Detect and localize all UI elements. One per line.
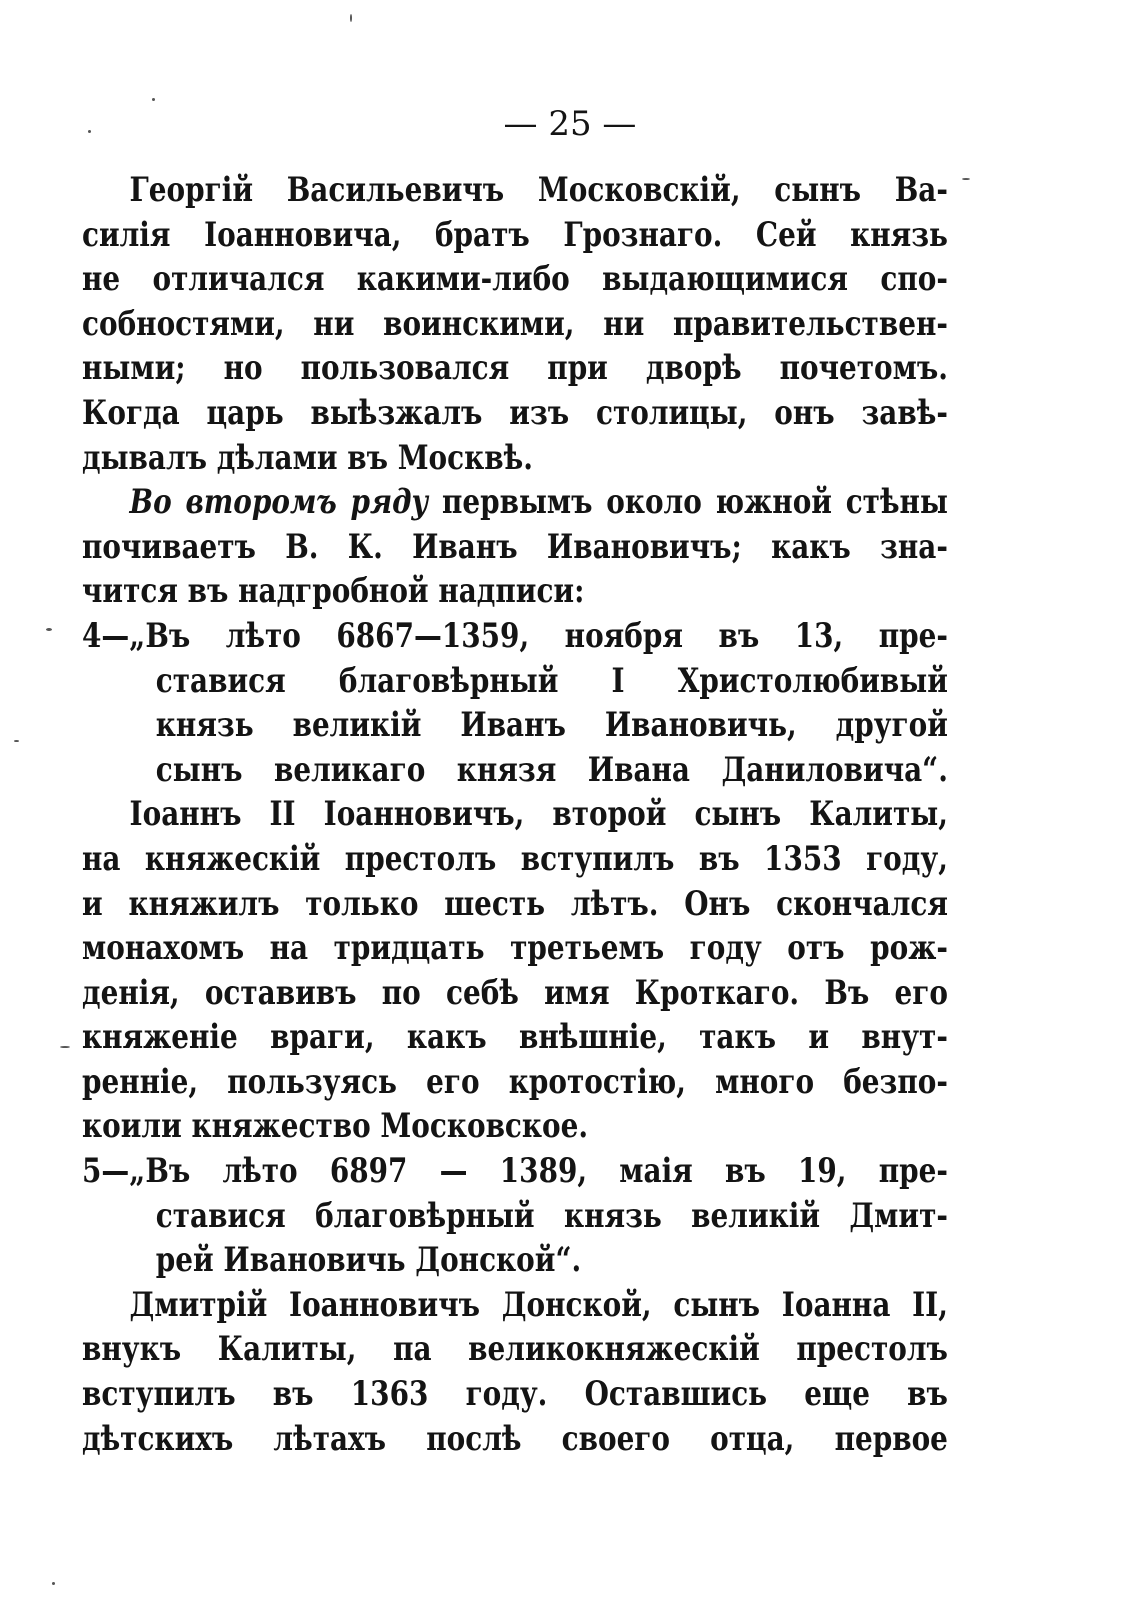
line-text: монахомъ на тридцать третьемъ году отъ рож- [82,928,948,969]
line-text: не отличался какими-либо выдающимися спо- [82,259,948,300]
line-text: внукъ Калиты, па великокняжескій престолъ [82,1329,948,1370]
text-line [82,1372,948,1417]
paper-speck [350,14,352,22]
line-text: 5—„Въ лѣто 6897 — 1389, маія въ 19, пре- [82,1151,948,1192]
text-line [82,1104,948,1149]
text-line [82,480,948,525]
text-line [82,525,948,570]
paper-speck [14,740,19,742]
line-text: дывалъ дѣлами въ Москвѣ. [82,437,533,478]
text-line [82,792,948,837]
text-line [82,659,948,704]
text-line [82,1060,948,1105]
line-text: ставися благовѣрный князь великій Дмит- [155,1195,948,1236]
body-text [82,168,948,1461]
text-line [82,569,948,614]
paper-speck [88,130,91,133]
line-text: на княжескій престолъ вступилъ въ 1353 году, [82,838,948,879]
paper-speck [152,98,155,101]
line-text: ставися благовѣрный І Христолюбивый [155,660,948,701]
text-line [82,1238,948,1283]
line-text: княженіе враги, какъ внѣшніе, такъ и внут- [82,1017,948,1058]
line-text: рей Ивановичь Донской“. [155,1240,582,1281]
line-text: князь великій Иванъ Ивановичь, другой [155,705,948,746]
line-text: Дмитрій Іоанновичъ Донской, сынъ Іоанна II, [129,1284,948,1325]
line-text: силія Іоанновича, братъ Грознаго. Сей князь [82,214,948,255]
text-line [82,1283,948,1328]
line-text: почиваетъ В. К. Иванъ Ивановичъ; какъ зна- [82,526,948,567]
line-text: вступилъ въ 1363 году. Оставшись еще въ [82,1374,948,1415]
text-line [82,882,948,927]
line-text: первымъ около южной стѣны [428,482,948,523]
line-text: чится въ надгробной надписи: [82,571,585,612]
text-line [82,436,948,481]
text-line [82,837,948,882]
text-line [82,1327,948,1372]
line-text: сынъ великаго князя Ивана Даниловича“. [155,749,948,790]
text-line [82,1194,948,1239]
text-line [82,302,948,347]
text-line [82,926,948,971]
paper-speck [46,628,52,631]
paper-speck [60,1046,70,1048]
page-number: — 25 — [503,104,637,144]
text-line [82,971,948,1016]
line-text: дѣтскихъ лѣтахъ послѣ своего отца, первое [82,1418,948,1459]
text-line [82,346,948,391]
text-line [82,1149,948,1194]
line-text: 4—„Въ лѣто 6867—1359, ноября въ 13, пре- [82,615,948,656]
text-line [82,391,948,436]
paper-speck [962,178,970,180]
line-text: Георгій Васильевичъ Московскій, сынъ Ва- [129,170,948,210]
line-text: Іоаннъ II Іоанновичъ, второй сынъ Калиты, [129,794,948,835]
line-text: и княжилъ только шесть лѣтъ. Онъ скончался [82,883,948,924]
text-line [82,748,948,793]
line-text: Когда царь выѣзжалъ изъ столицы, онъ завѣ- [82,392,948,433]
line-text: ренніе, пользуясь его кротостію, много безпо- [82,1061,948,1102]
line-text: коили княжество Московское. [82,1106,589,1147]
paper-speck [52,1582,55,1585]
line-text: ными; но пользовался при дворѣ почетомъ. [82,348,948,389]
line-text: собностями, ни воинскими, ни правительствен- [82,303,948,344]
text-line [82,1015,948,1060]
text-line [82,257,948,302]
text-line [82,1417,948,1462]
italic-phrase: Во второмъ ряду [129,482,429,523]
text-line [82,703,948,748]
text-line [82,168,948,213]
text-line [82,614,948,659]
text-line [82,213,948,258]
line-text: денія, оставивъ по себѣ имя Кроткаго. Въ его [82,972,948,1013]
